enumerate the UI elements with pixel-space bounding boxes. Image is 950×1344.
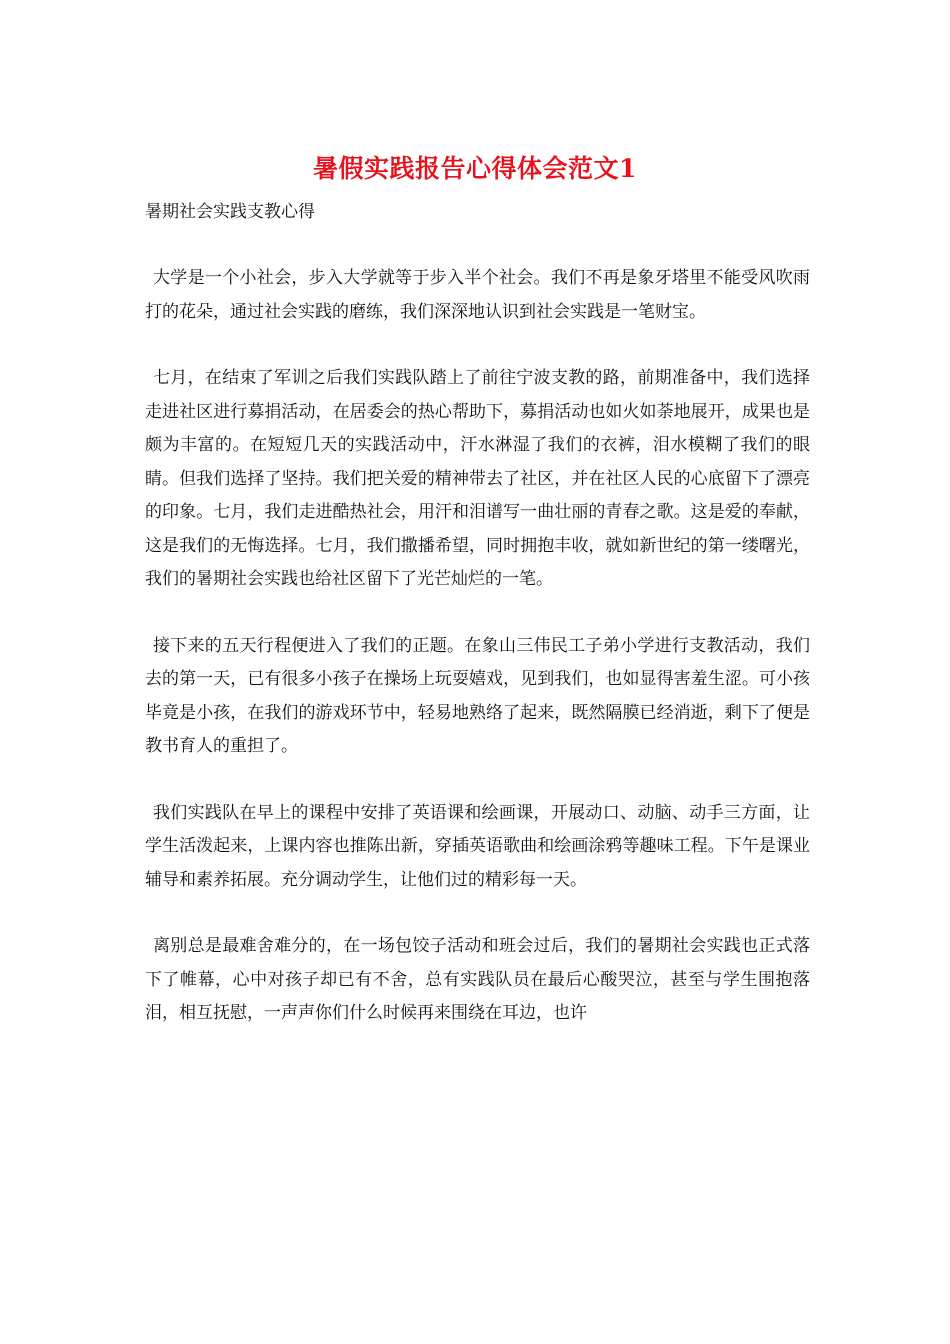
document-title: 暑假实践报告心得体会范文1	[313, 154, 637, 183]
document-body	[145, 262, 810, 1064]
document-subtitle: 暑期社会实践支教心得	[145, 202, 315, 222]
paragraph-3: 接下来的五天行程便进入了我们的正题。在象山三伟民工子弟小学进行支教活动，我们去的第一天，已有很多小孩子在操场上玩耍嬉戏，见到我们，也如显得害羞生涩。可小孩毕竟是小孩，在我们的游戏环节中，轻易地熟络了起来，既然隔膜已经消逝，剩下了便是教书育人的重担了。	[145, 635, 810, 756]
paragraph-4: 我们实践队在早上的课程中安排了英语课和绘画课，开展动口、动脑、动手三方面，让学生活泼起来，上课内容也推陈出新，穿插英语歌曲和绘画涂鸦等趣味工程。下午是课业辅导和素养拓展。充分调动学生，让他们过的精彩每一天。	[145, 802, 810, 890]
paragraph-1: 大学是一个小社会，步入大学就等于步入半个社会。我们不再是象牙塔里不能受风吹雨打的花朵，通过社会实践的磨练，我们深深地认识到社会实践是一笔财宝。	[145, 268, 810, 322]
paragraph-2: 七月，在结束了军训之后我们实践队踏上了前往宁波支教的路，前期准备中，我们选择走进社区进行募捐活动，在居委会的热心帮助下，募捐活动也如火如荼地展开，成果也是颇为丰富的。在短短几天的实践活动中，汗水淋湿了我们的衣裤，泪水模糊了我们的眼睛。但我们选择了坚持。我们把关爱的精神带去了社区，并在社区人民的心底留下了漂亮的印象。七月，我们走进酷热社会，用汗和泪谱写一曲壮丽的青春之歌。这是爱的奉献，这是我们的无悔选择。七月，我们撒播希望，同时拥抱丰收，就如新世纪的第一缕曙光，我们的暑期社会实践也给社区留下了光芒灿烂的一笔。	[145, 368, 810, 589]
paragraph-5: 离别总是最难舍难分的，在一场包饺子活动和班会过后，我们的暑期社会实践也正式落下了帷幕，心中对孩子却已有不舍，总有实践队员在最后心酸哭泣，甚至与学生围抱落泪，相互抚慰，一声声你们什么时候再来围绕在耳边，也许	[145, 936, 810, 1023]
